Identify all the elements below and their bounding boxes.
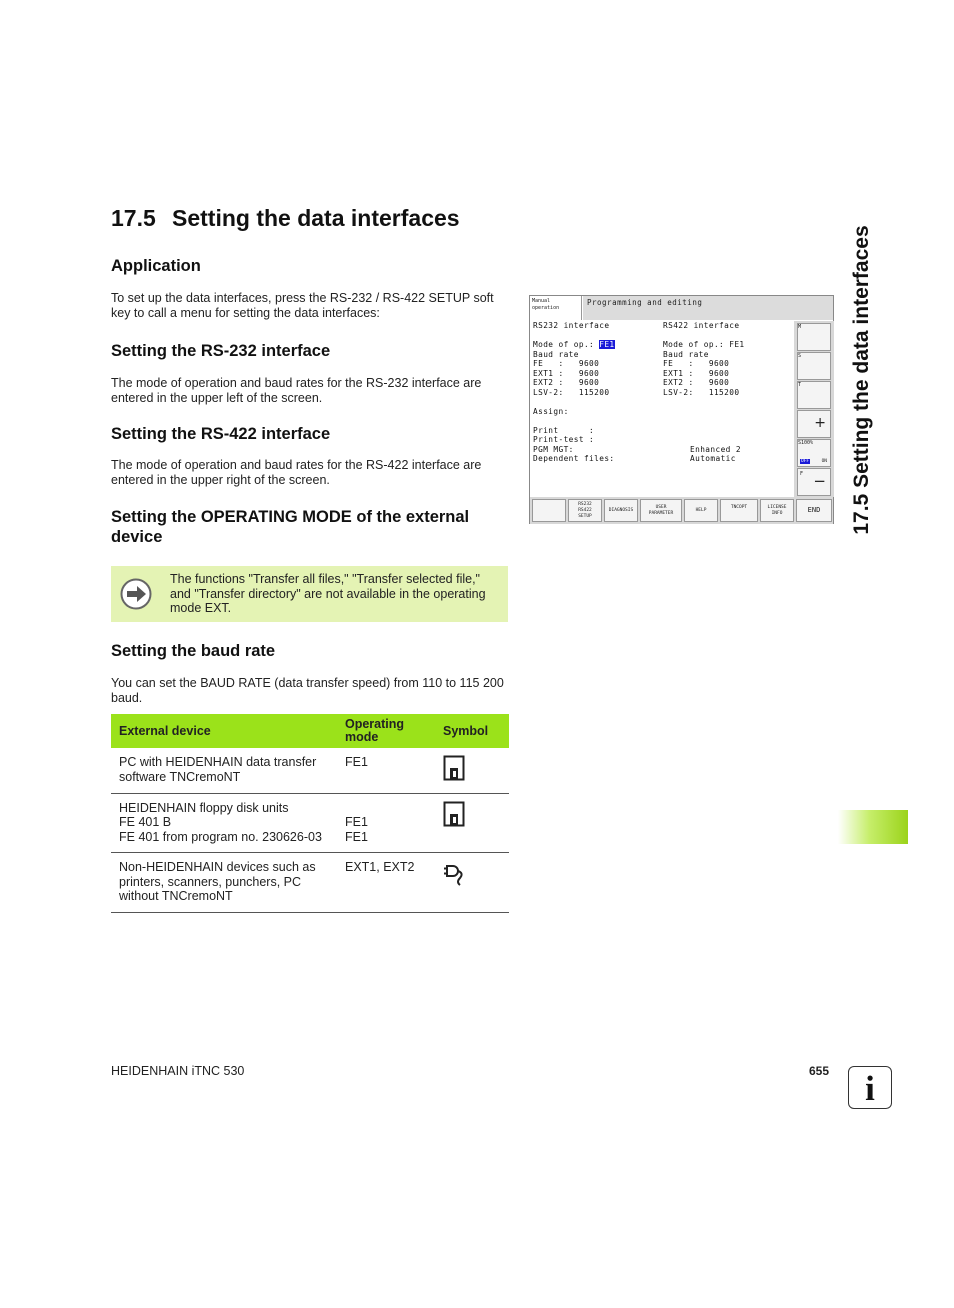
external-device-table xyxy=(111,714,509,913)
screen-line: Mode of op.: FE1 xyxy=(663,340,745,349)
side-softkey-m[interactable] xyxy=(797,323,831,351)
screen-line: Baud rate xyxy=(663,349,709,359)
side-softkey-t[interactable] xyxy=(797,381,831,409)
page-number: 655 xyxy=(809,1064,830,1078)
table-row xyxy=(111,793,509,853)
arrow-right-icon xyxy=(120,578,152,610)
plug-icon xyxy=(443,875,465,889)
screen-line: RS422 interface xyxy=(663,321,740,330)
screen-line xyxy=(533,340,615,350)
table-cell-symbol xyxy=(435,748,509,793)
screen-line: FE : 9600 xyxy=(663,359,730,368)
table-cell-device: Non-HEIDENHAIN devices such as printers, scanners, punchers, PC without TNCremoNT xyxy=(111,853,337,913)
screen-pgm-mgt-value: Enhanced 2 xyxy=(690,444,741,454)
rs232-text: The mode of operation and baud rates for the RS-232 interface are entered in the upper left of the screen. xyxy=(111,376,482,405)
screen-line: Print : xyxy=(533,425,595,435)
screen-bottom-softkeys xyxy=(530,497,833,524)
side-softkey-label: F xyxy=(800,471,804,477)
section-heading xyxy=(111,205,460,232)
note-text: The functions "Transfer all files," "Transfer selected file," and "Transfer directory" are not available in the operating mode EXT. xyxy=(170,572,486,615)
screen-line-label: Mode of op.: xyxy=(533,340,600,349)
operating-mode-heading: Setting the OPERATING MODE of the external device xyxy=(111,508,470,546)
table-cell-device: PC with HEIDENHAIN data transfer software TNCremoNT xyxy=(111,748,337,793)
baud-text: You can set the BAUD RATE (data transfer speed) from 110 to 115 200 baud. xyxy=(111,676,504,705)
table-cell-symbol xyxy=(435,793,509,853)
bottom-softkey-rs232-setup[interactable]: RS232 RS422 SETUP xyxy=(568,499,602,522)
rs422-text: The mode of operation and baud rates for the RS-422 interface are entered in the upper right of the screen. xyxy=(111,458,482,487)
screen-line: EXT1 : 9600 xyxy=(533,368,600,378)
section-title: Setting the data interfaces xyxy=(172,205,460,231)
table-header-device: External device xyxy=(111,714,337,748)
bottom-softkey-user-parameter[interactable]: USER PARAMETER xyxy=(640,499,682,522)
screen-mode-label: Manual operation xyxy=(530,296,582,320)
side-softkey-spindle[interactable] xyxy=(797,439,831,467)
side-softkey-label: S xyxy=(798,353,802,359)
on-label: ON xyxy=(821,459,827,464)
baud-heading: Setting the baud rate xyxy=(111,642,276,660)
screen-line: EXT1 : 9600 xyxy=(663,368,730,378)
floppy-disk-icon xyxy=(443,816,465,830)
table-cell-device: HEIDENHAIN floppy disk units FE 401 B FE 401 from program no. 230626-03 xyxy=(111,793,337,853)
screen-body xyxy=(530,321,794,496)
screen-line: EXT2 : 9600 xyxy=(663,378,730,387)
bottom-softkey-diagnosis[interactable]: DIAGNOSIS xyxy=(604,499,638,522)
minus-icon: − xyxy=(813,472,826,490)
section-number: 17.5 xyxy=(111,205,156,231)
side-chapter-title xyxy=(842,210,882,550)
table-cell-mode: FE1 xyxy=(337,748,435,793)
table-cell-mode: FE1 FE1 xyxy=(337,793,435,853)
side-chapter-title-text: 17.5 Setting the data interfaces xyxy=(850,225,873,535)
screen-line: Baud rate xyxy=(533,349,579,359)
bottom-softkey-end[interactable]: END xyxy=(796,499,832,522)
screen-line: LSV-2: 115200 xyxy=(663,387,740,397)
table-header-symbol: Symbol xyxy=(435,714,509,748)
bottom-softkey-1[interactable] xyxy=(532,499,566,522)
screen-line: Print-test : xyxy=(533,435,595,444)
footer-product: HEIDENHAIN iTNC 530 xyxy=(111,1064,245,1078)
application-text: To set up the data interfaces, press the RS-232 / RS-422 SETUP soft key to call a menu for setting the data interfaces: xyxy=(111,291,494,320)
screen-line: PGM MGT: xyxy=(533,444,574,454)
info-icon xyxy=(848,1066,892,1109)
bottom-softkey-label: TNCOPT xyxy=(730,505,748,510)
off-badge: OFF xyxy=(801,459,810,464)
table-row xyxy=(111,853,509,913)
side-softkey-minus[interactable] xyxy=(797,468,831,496)
note-box xyxy=(111,566,508,622)
screen-line: EXT2 : 9600 xyxy=(533,378,600,387)
tnc-screen-screenshot xyxy=(529,295,834,524)
rs232-heading: Setting the RS-232 interface xyxy=(111,342,331,360)
bottom-softkey-help[interactable]: HELP xyxy=(684,499,718,522)
side-softkey-label: T xyxy=(798,382,802,388)
table-cell-symbol xyxy=(435,853,509,913)
side-softkey-plus[interactable] xyxy=(797,410,831,438)
side-softkey-label: M xyxy=(798,324,802,330)
table-header-mode: Operating mode xyxy=(337,714,435,748)
screen-line: LSV-2: 115200 xyxy=(533,387,610,397)
screen-line: Assign: xyxy=(533,406,569,416)
rs422-heading: Setting the RS-422 interface xyxy=(111,425,331,443)
chapter-tab-marker xyxy=(838,810,908,844)
screen-line: RS232 interface xyxy=(533,321,610,330)
floppy-disk-icon xyxy=(443,770,465,784)
screen-highlight-value[interactable]: FE1 xyxy=(599,340,615,349)
screen-line: Dependent files: xyxy=(533,454,615,463)
screen-side-softkeys xyxy=(794,321,834,497)
table-cell-mode: EXT1, EXT2 xyxy=(337,853,435,913)
bottom-softkey-license-info[interactable]: LICENSE INFO xyxy=(760,499,794,522)
screen-line: FE : 9600 xyxy=(533,359,600,368)
plus-icon: + xyxy=(814,415,826,431)
screen-title: Programming and editing xyxy=(583,296,833,320)
table-header-row xyxy=(111,714,509,748)
side-softkey-label: S100% xyxy=(798,440,814,446)
screen-dependent-value: Automatic xyxy=(690,454,736,463)
side-softkey-s[interactable] xyxy=(797,352,831,380)
application-heading: Application xyxy=(111,257,201,275)
table-row xyxy=(111,748,509,793)
bottom-softkey-tncopt[interactable] xyxy=(720,499,758,522)
info-letter: i xyxy=(865,1069,875,1108)
